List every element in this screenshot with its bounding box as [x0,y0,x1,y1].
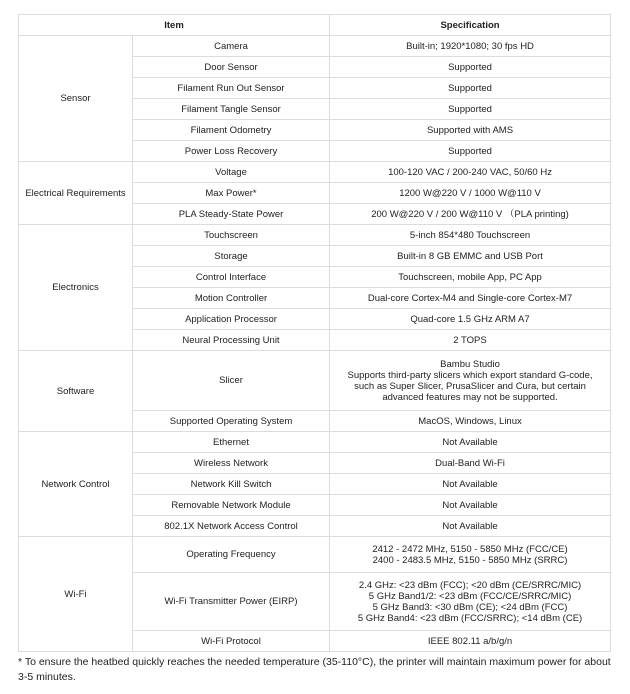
spec-line: 2400 - 2483.5 MHz, 5150 - 5850 MHz (SRRC) [372,554,568,566]
item-cell: Power Loss Recovery [133,141,330,162]
spec-cell: 2 TOPS [330,330,611,351]
spec-line: Supports third-party slicers which export standard G-code, [347,369,593,381]
item-cell: Neural Processing Unit [133,330,330,351]
table-row [19,36,611,57]
spec-cell: 5-inch 854*480 Touchscreen [330,225,611,246]
item-cell: Filament Odometry [133,120,330,141]
category-electrical: Electrical Requirements [19,162,133,225]
spec-cell: Not Available [330,516,611,537]
item-cell: Slicer [133,351,330,411]
spec-cell: Supported [330,57,611,78]
spec-cell: 100-120 VAC / 200-240 VAC, 50/60 Hz [330,162,611,183]
spec-line: advanced features may not be supported. [382,391,558,403]
item-cell: Touchscreen [133,225,330,246]
item-cell: Network Kill Switch [133,474,330,495]
table-row [19,225,611,246]
spec-cell: Not Available [330,495,611,516]
spec-cell: Touchscreen, mobile App, PC App [330,267,611,288]
table-row [19,351,611,411]
item-cell: Filament Run Out Sensor [133,78,330,99]
item-cell: Application Processor [133,309,330,330]
category-sensor: Sensor [19,36,133,162]
spec-line: 5 GHz Band3: <30 dBm (CE); <24 dBm (FCC) [372,601,568,613]
item-cell: Wi-Fi Transmitter Power (EIRP) [133,573,330,631]
spec-cell: Supported [330,141,611,162]
item-cell: 802.1X Network Access Control [133,516,330,537]
item-cell: PLA Steady-State Power [133,204,330,225]
table-header-row [19,15,611,36]
item-cell: Operating Frequency [133,537,330,573]
item-cell: Ethernet [133,432,330,453]
spec-cell: IEEE 802.11 a/b/g/n [330,631,611,652]
spec-line: 5 GHz Band1/2: <23 dBm (FCC/CE/SRRC/MIC) [368,590,572,602]
table-row [19,537,611,573]
item-cell: Filament Tangle Sensor [133,99,330,120]
spec-line: Bambu Studio [440,358,500,370]
category-wifi: Wi-Fi [19,537,133,652]
specification-table [18,14,611,652]
item-cell: Camera [133,36,330,57]
spec-cell: Supported [330,78,611,99]
spec-line: 2412 - 2472 MHz, 5150 - 5850 MHz (FCC/CE) [372,543,568,555]
category-software: Software [19,351,133,432]
spec-cell: MacOS, Windows, Linux [330,411,611,432]
category-electronics: Electronics [19,225,133,351]
item-cell: Max Power* [133,183,330,204]
item-cell: Wi-Fi Protocol [133,631,330,652]
spec-line: such as Super Slicer, PrusaSlicer and Cura, but certain [354,380,586,392]
spec-cell-slicer [330,351,611,411]
spec-cell: Dual-core Cortex-M4 and Single-core Cortex-M7 [330,288,611,309]
item-cell: Motion Controller [133,288,330,309]
item-cell: Voltage [133,162,330,183]
column-header-item: Item [19,15,330,36]
item-cell: Storage [133,246,330,267]
column-header-specification: Specification [330,15,611,36]
category-network-control: Network Control [19,432,133,537]
spec-cell-frequency [330,537,611,573]
spec-cell-transmitter-power [330,573,611,631]
spec-line: 2.4 GHz: <23 dBm (FCC); <20 dBm (CE/SRRC/MIC) [358,579,582,591]
spec-cell: Not Available [330,432,611,453]
spec-cell: Supported with AMS [330,120,611,141]
spec-cell: Quad-core 1.5 GHz ARM A7 [330,309,611,330]
spec-cell: Dual-Band Wi-Fi [330,453,611,474]
spec-cell: 200 W@220 V / 200 W@110 V （PLA printing) [330,204,611,225]
spec-cell: Built-in 8 GB EMMC and USB Port [330,246,611,267]
item-cell: Door Sensor [133,57,330,78]
spec-line: 5 GHz Band4: <23 dBm (FCC/SRRC); <14 dBm (CE) [357,612,583,624]
item-cell: Supported Operating System [133,411,330,432]
table-row [19,432,611,453]
item-cell: Control Interface [133,267,330,288]
item-cell: Wireless Network [133,453,330,474]
spec-cell: Not Available [330,474,611,495]
footnote: * To ensure the heatbed quickly reaches the needed temperature (35-110°C), the printer will maintain maximum power for about 3-5 minutes. [18,656,611,683]
table-row [19,162,611,183]
spec-cell: 1200 W@220 V / 1000 W@110 V [330,183,611,204]
spec-cell: Built-in; 1920*1080; 30 fps HD [330,36,611,57]
item-cell: Removable Network Module [133,495,330,516]
spec-cell: Supported [330,99,611,120]
